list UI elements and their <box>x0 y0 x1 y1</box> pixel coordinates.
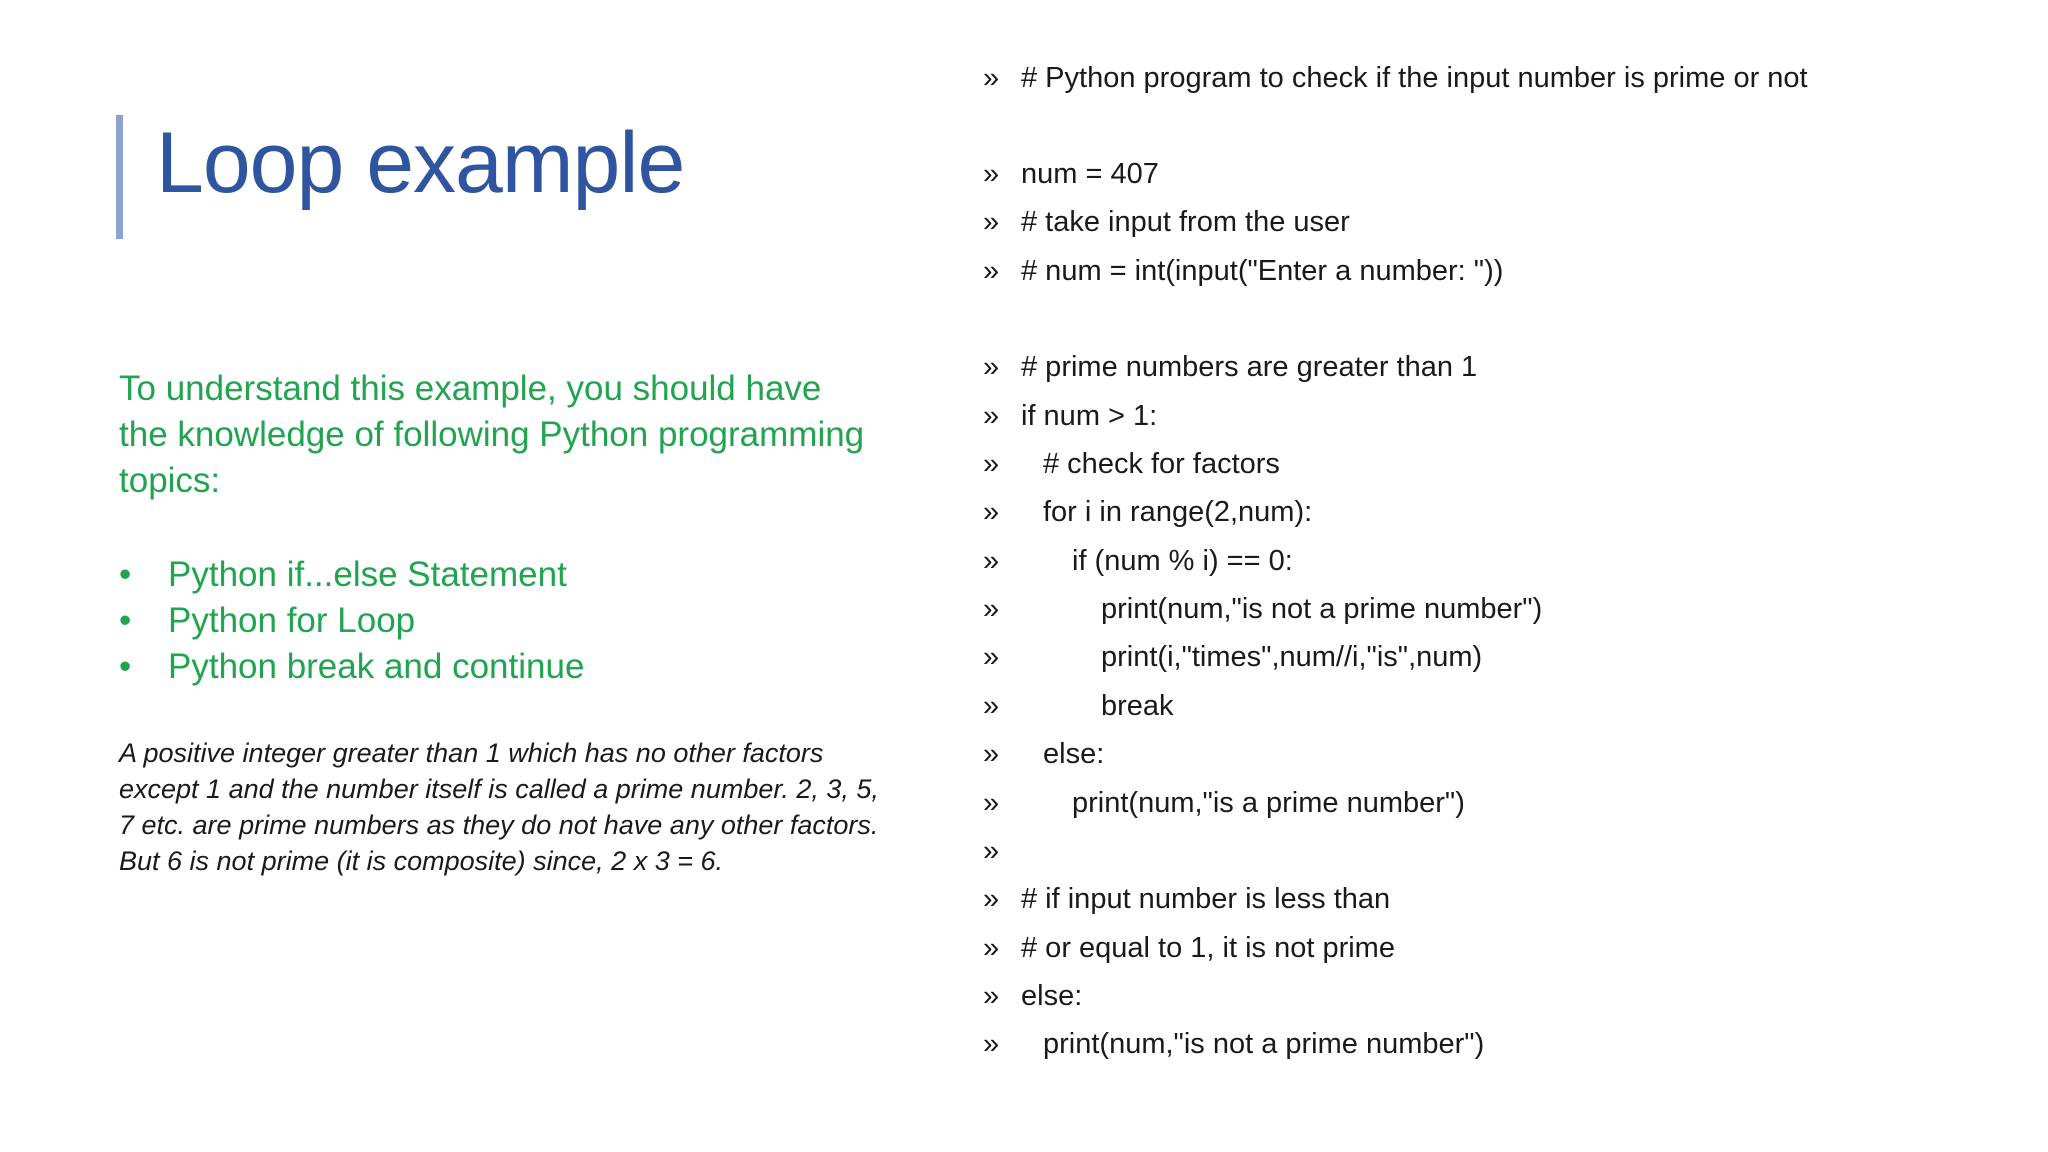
code-text: # or equal to 1, it is not prime <box>1021 932 1395 964</box>
chevron-right-icon: » <box>983 255 1000 287</box>
chevron-right-icon: » <box>983 787 1000 819</box>
code-text: # prime numbers are greater than 1 <box>1021 351 1478 383</box>
topic-item <box>119 644 584 690</box>
topic-item <box>119 552 584 598</box>
code-text: # num = int(input("Enter a number: ")) <box>1021 255 1504 287</box>
bullet-icon: • <box>119 647 132 686</box>
topic-label: Python break and continue <box>168 647 585 686</box>
chevron-right-icon: » <box>983 932 1000 964</box>
chevron-right-icon: » <box>983 835 1000 867</box>
chevron-right-icon: » <box>983 1028 1000 1060</box>
code-text: break <box>1101 690 1174 722</box>
code-text: print(num,"is not a prime number") <box>1101 593 1543 625</box>
code-text: # Python program to check if the input number is prime or not <box>1021 62 1808 94</box>
topic-label: Python for Loop <box>168 601 416 640</box>
chevron-right-icon: » <box>983 496 1000 528</box>
code-text: # check for factors <box>1043 448 1280 480</box>
intro-text: To understand this example, you should have the knowledge of following Python programming topics: <box>119 369 865 500</box>
chevron-right-icon: » <box>983 738 1000 770</box>
code-text: print(i,"times",num//i,"is",num) <box>1101 641 1483 673</box>
code-text: if (num % i) == 0: <box>1072 545 1293 577</box>
chevron-right-icon: » <box>983 593 1000 625</box>
chevron-right-icon: » <box>983 62 1000 94</box>
code-text: print(num,"is a prime number") <box>1072 787 1465 819</box>
chevron-right-icon: » <box>983 641 1000 673</box>
code-text: print(num,"is not a prime number") <box>1043 1028 1485 1060</box>
chevron-right-icon: » <box>983 980 1000 1012</box>
chevron-right-icon: » <box>983 400 1000 432</box>
bullet-icon: • <box>119 601 132 640</box>
code-text: else: <box>1043 738 1105 770</box>
code-text: for i in range(2,num): <box>1043 496 1313 528</box>
code-text: else: <box>1021 980 1083 1012</box>
chevron-right-icon: » <box>983 448 1000 480</box>
chevron-right-icon: » <box>983 351 1000 383</box>
title-accent-bar <box>116 115 123 239</box>
chevron-right-icon: » <box>983 690 1000 722</box>
bullet-icon: • <box>119 555 132 594</box>
chevron-right-icon: » <box>983 206 1000 238</box>
code-text: num = 407 <box>1021 158 1159 190</box>
topic-label: Python if...else Statement <box>168 555 567 594</box>
topic-item <box>119 598 584 644</box>
prime-definition: A positive integer greater than 1 which has no other factors except 1 and the number itself is called a prime number. 2, 3, 5, 7 etc. are prime numbers as they do not have any other factors. But 6 is not prime (it is composite) since, 2 x 3 = 6. <box>119 738 879 876</box>
chevron-right-icon: » <box>983 545 1000 577</box>
slide-title: Loop example <box>156 115 685 211</box>
topic-list <box>119 552 584 690</box>
code-text: if num > 1: <box>1021 400 1158 432</box>
code-text: # take input from the user <box>1021 206 1350 238</box>
chevron-right-icon: » <box>983 883 1000 915</box>
chevron-right-icon: » <box>983 158 1000 190</box>
code-text: # if input number is less than <box>1021 883 1391 915</box>
